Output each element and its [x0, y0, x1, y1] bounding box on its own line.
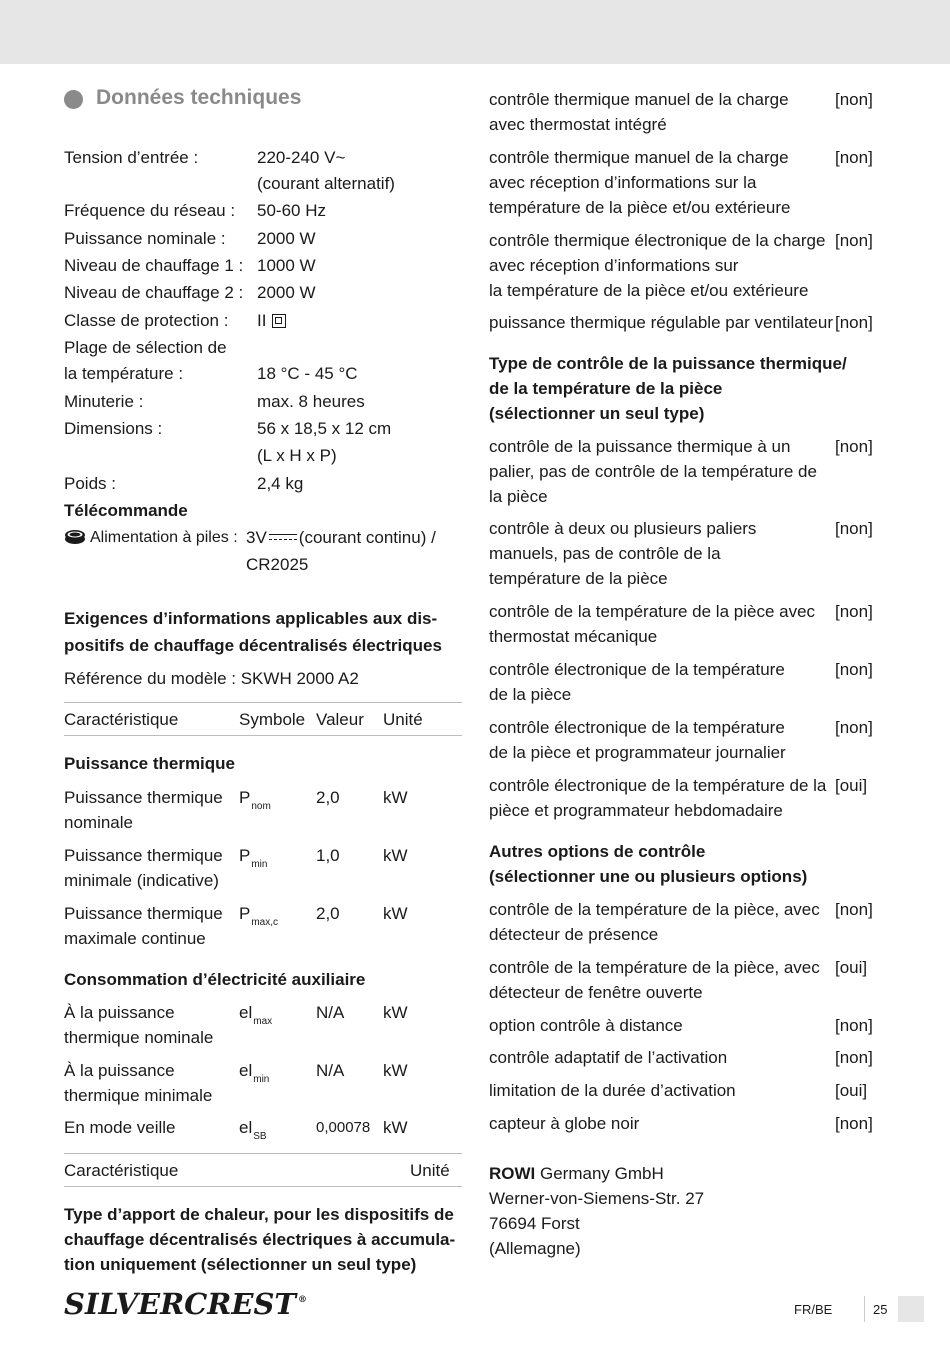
- auxiliary-consumption-heading: Consommation d’électricité auxiliaire: [64, 970, 366, 989]
- company-name-bold: ROWI: [489, 1164, 536, 1183]
- table-row-unit: kW: [383, 846, 408, 865]
- heat-output-heading: Puissance thermique: [64, 754, 236, 773]
- divider: [64, 1153, 462, 1154]
- table-header-unit: Unité: [383, 710, 423, 729]
- list-item-label: contrôle à deux ou plusieurs paliers: [489, 519, 757, 538]
- spec-label: Dimensions :: [64, 419, 163, 438]
- table-row-label: minimale (indicative): [64, 871, 219, 890]
- current-type-text: (courant continu) /: [298, 528, 436, 547]
- list-item-label: limitation de la durée d’activation: [489, 1081, 736, 1100]
- list-item-label: température de la pièce et/ou extérieure: [489, 198, 791, 217]
- spec-label: la température :: [64, 364, 184, 383]
- table-header-unit: Unité: [410, 1161, 450, 1180]
- list-item-value: [non]: [835, 519, 873, 538]
- spec-label: Plage de sélection de: [64, 338, 227, 357]
- other-options-heading: (sélectionner une ou plusieurs options): [489, 867, 808, 886]
- table-row-label: Puissance thermique: [64, 788, 223, 807]
- symbol-subscript: min: [253, 1074, 270, 1085]
- list-item-label: la pièce: [489, 487, 548, 506]
- address-street: Werner-von-Siemens-Str. 27: [489, 1189, 705, 1208]
- table-row-symbol: [239, 785, 271, 819]
- list-item-label: détecteur de présence: [489, 925, 659, 944]
- list-item-value: [non]: [835, 231, 873, 250]
- list-item-label: contrôle électronique de la température: [489, 718, 785, 737]
- table-row-unit: kW: [383, 788, 408, 807]
- list-item-value: [non]: [835, 148, 873, 167]
- list-item-value: [non]: [835, 900, 873, 919]
- logo-text: SILVERCREST: [64, 1287, 296, 1321]
- symbol-text: P: [239, 846, 251, 865]
- symbol-text: P: [239, 904, 251, 923]
- voltage-text: 3V: [246, 528, 267, 547]
- list-item-label: de la pièce et programmateur journalier: [489, 743, 786, 762]
- heat-input-heading: tion uniquement (sélectionner un seul type): [64, 1255, 417, 1274]
- list-item-label: la température de la pièce et/ou extérieure: [489, 281, 809, 300]
- list-item-label: palier, pas de contrôle de la température de: [489, 462, 817, 481]
- control-type-heading: Type de contrôle de la puissance thermique/: [489, 354, 847, 373]
- table-row-label: Puissance thermique: [64, 904, 223, 923]
- class-value-text: II: [257, 311, 267, 330]
- spec-value: 2000 W: [257, 283, 316, 302]
- spec-label: Fréquence du réseau :: [64, 201, 236, 220]
- symbol-text: el: [239, 1118, 253, 1137]
- table-row-label: nominale: [64, 813, 133, 832]
- symbol-text: el: [239, 1003, 253, 1022]
- list-item-value: [oui]: [835, 776, 868, 795]
- symbol-subscript: SB: [253, 1131, 267, 1142]
- list-item-value: [non]: [835, 1114, 873, 1133]
- control-type-heading: (sélectionner un seul type): [489, 404, 705, 423]
- list-item-value: [oui]: [835, 958, 868, 977]
- bullet-icon: [64, 90, 83, 109]
- spec-value: 18 °C - 45 °C: [257, 364, 358, 383]
- list-item-label: capteur à globe noir: [489, 1114, 640, 1133]
- spec-label: Alimentation à piles :: [90, 529, 238, 546]
- double-insulation-icon: [272, 314, 286, 328]
- spec-label: Puissance nominale :: [64, 229, 226, 248]
- table-header-value: Valeur: [316, 710, 364, 729]
- list-item-label: de la pièce: [489, 685, 572, 704]
- list-item-value: [oui]: [835, 1081, 868, 1100]
- spec-value: [246, 525, 436, 550]
- spec-label: Classe de protection :: [64, 311, 229, 330]
- list-item-value: [non]: [835, 1016, 873, 1035]
- spec-value: (L x H x P): [257, 446, 337, 465]
- symbol-subscript: max,c: [251, 917, 279, 928]
- table-row-label: thermique nominale: [64, 1028, 214, 1047]
- table-row-value: 0,00078: [316, 1119, 371, 1136]
- spec-value: 2000 W: [257, 229, 316, 248]
- spec-value: [257, 308, 286, 333]
- list-item-label: contrôle thermique manuel de la charge: [489, 90, 789, 109]
- remote-heading: Télécommande: [64, 501, 188, 520]
- divider: [64, 702, 462, 703]
- requirements-heading: positifs de chauffage décentralisés électriques: [64, 636, 442, 655]
- list-item-label: contrôle de la température de la pièce, avec: [489, 900, 820, 919]
- spec-label: Niveau de chauffage 2 :: [64, 283, 244, 302]
- table-row-symbol: [239, 1115, 267, 1149]
- list-item-label: contrôle thermique manuel de la charge: [489, 148, 789, 167]
- table-row-label: maximale continue: [64, 929, 206, 948]
- list-item-value: [non]: [835, 313, 873, 332]
- spec-value: 1000 W: [257, 256, 316, 275]
- list-item-label: contrôle de la température de la pièce, avec: [489, 958, 820, 977]
- list-item-value: [non]: [835, 602, 873, 621]
- spec-label: Poids :: [64, 474, 116, 493]
- spec-value: 50-60 Hz: [257, 201, 326, 220]
- table-header-characteristic: Caractéristique: [64, 1161, 179, 1180]
- symbol-subscript: nom: [251, 801, 271, 812]
- table-row-label: thermique minimale: [64, 1086, 213, 1105]
- table-row-value: N/A: [316, 1003, 345, 1022]
- divider: [64, 1186, 462, 1187]
- spec-value: 220-240 V~: [257, 148, 346, 167]
- list-item-label: contrôle électronique de la température de la: [489, 776, 827, 795]
- table-row-unit: kW: [383, 1118, 408, 1137]
- spec-value: 56 x 18,5 x 12 cm: [257, 419, 392, 438]
- table-row-symbol: [239, 1000, 272, 1034]
- list-item-label: contrôle de la puissance thermique à un: [489, 437, 791, 456]
- table-row-value: 2,0: [316, 904, 340, 923]
- table-row-value: 2,0: [316, 788, 340, 807]
- address-city: 76694 Forst: [489, 1214, 580, 1233]
- list-item-label: puissance thermique régulable par ventilateur: [489, 313, 833, 332]
- table-header-symbol: Symbole: [239, 710, 306, 729]
- list-item-label: détecteur de fenêtre ouverte: [489, 983, 703, 1002]
- address-country: (Allemagne): [489, 1239, 581, 1258]
- registered-mark: ®: [297, 1295, 307, 1305]
- spec-label: Tension d’entrée :: [64, 148, 199, 167]
- symbol-subscript: min: [251, 859, 268, 870]
- spec-value: (courant alternatif): [257, 174, 395, 193]
- footer-divider: [864, 1296, 865, 1322]
- spec-value: max. 8 heures: [257, 392, 365, 411]
- address-company: [489, 1161, 664, 1186]
- divider: [64, 735, 462, 736]
- table-row-label: À la puissance: [64, 1061, 175, 1080]
- spec-label: Niveau de chauffage 1 :: [64, 256, 244, 275]
- spec-value: CR2025: [246, 555, 309, 574]
- table-row-unit: kW: [383, 1061, 408, 1080]
- list-item-value: [non]: [835, 660, 873, 679]
- list-item-label: contrôle thermique électronique de la charge: [489, 231, 826, 250]
- heat-input-heading: Type d’apport de chaleur, pour les dispositifs de: [64, 1205, 454, 1224]
- table-row-value: 1,0: [316, 846, 340, 865]
- brand-logo: [64, 1287, 307, 1321]
- company-name-rest: Germany GmbH: [535, 1164, 664, 1183]
- table-row-label: En mode veille: [64, 1118, 176, 1137]
- list-item-label: contrôle de la température de la pièce avec: [489, 602, 816, 621]
- table-row-value: N/A: [316, 1061, 345, 1080]
- table-row-symbol: [239, 843, 267, 877]
- symbol-text: P: [239, 788, 251, 807]
- table-row-unit: kW: [383, 904, 408, 923]
- control-type-heading: de la température de la pièce: [489, 379, 723, 398]
- language-code: FR/BE: [794, 1302, 833, 1317]
- list-item-value: [non]: [835, 718, 873, 737]
- list-item-label: contrôle adaptatif de l’activation: [489, 1048, 728, 1067]
- table-row-unit: kW: [383, 1003, 408, 1022]
- table-row-label: À la puissance: [64, 1003, 175, 1022]
- requirements-heading: Exigences d’informations applicables aux dis-: [64, 609, 438, 628]
- page-number: 25: [873, 1302, 888, 1317]
- list-item-label: avec réception d’informations sur la: [489, 173, 757, 192]
- section-title: Données techniques: [96, 86, 302, 109]
- symbol-subscript: max: [253, 1016, 273, 1027]
- table-header-characteristic: Caractéristique: [64, 710, 179, 729]
- direct-current-icon: [269, 532, 297, 542]
- table-row-label: Puissance thermique: [64, 846, 223, 865]
- list-item-label: avec réception d’informations sur: [489, 256, 739, 275]
- top-band: [0, 0, 950, 64]
- list-item-label: option contrôle à distance: [489, 1016, 683, 1035]
- list-item-value: [non]: [835, 437, 873, 456]
- battery-icon: [64, 529, 86, 545]
- spec-value: 2,4 kg: [257, 474, 304, 493]
- heat-input-heading: chauffage décentralisés électriques à accumula-: [64, 1230, 456, 1249]
- spec-label: Minuterie :: [64, 392, 144, 411]
- symbol-text: el: [239, 1061, 253, 1080]
- list-item-label: avec thermostat intégré: [489, 115, 667, 134]
- list-item-label: thermostat mécanique: [489, 627, 658, 646]
- list-item-label: contrôle électronique de la température: [489, 660, 785, 679]
- list-item-value: [non]: [835, 90, 873, 109]
- table-row-symbol: [239, 1058, 269, 1092]
- list-item-label: manuels, pas de contrôle de la: [489, 544, 721, 563]
- list-item-label: température de la pièce: [489, 569, 668, 588]
- other-options-heading: Autres options de contrôle: [489, 842, 706, 861]
- model-reference: Référence du modèle : SKWH 2000 A2: [64, 669, 359, 688]
- list-item-label: pièce et programmateur hebdomadaire: [489, 801, 783, 820]
- list-item-value: [non]: [835, 1048, 873, 1067]
- table-row-symbol: [239, 901, 278, 935]
- page-tab-marker: [898, 1296, 924, 1322]
